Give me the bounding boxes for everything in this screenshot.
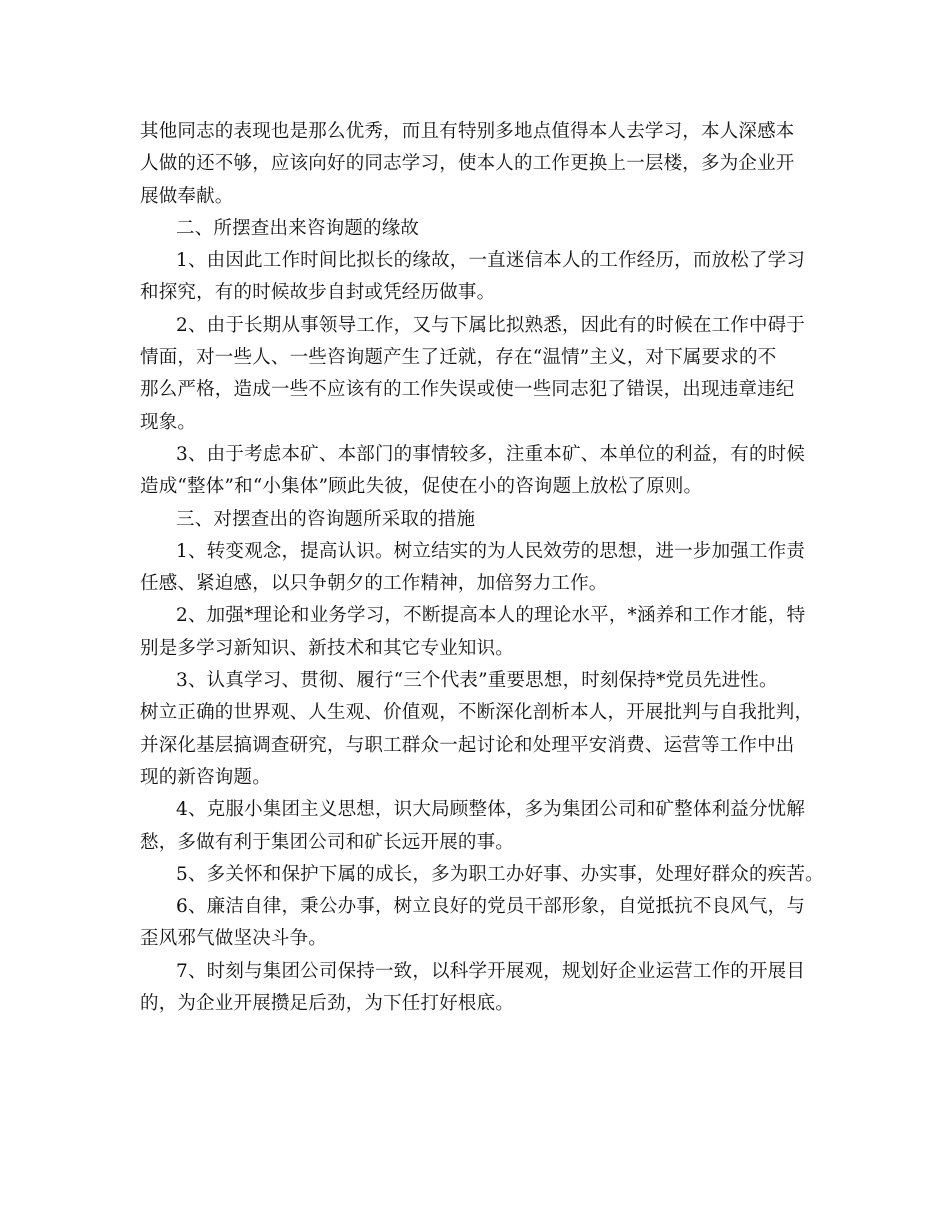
text-line: 愁，多做有利于集团公司和矿长远开展的事。 — [140, 831, 515, 853]
text-line: 1、转变观念，提高认识。树立结实的为人民效劳的思想，进一步加强工作责 — [176, 540, 806, 562]
text-line: 现象。 — [140, 411, 197, 433]
text-line: 歪风邪气做坚决斗争。 — [140, 928, 328, 950]
text-line: 2、由于长期从事领导工作，又与下属比拟熟悉，因此有的时候在工作中碍于 — [176, 314, 806, 336]
text-line: 6、廉洁自律，秉公办事，树立良好的党员干部形象，自觉抵抗不良风气，与 — [176, 896, 806, 918]
text-line: 和探究，有的时候故步自封或凭经历做事。 — [140, 282, 496, 304]
text-line: 树立正确的世界观、人生观、价值观，不断深化剖析本人，开展批判与自我批判， — [140, 702, 814, 724]
text-line: 其他同志的表现也是那么优秀，而且有特别多地点值得本人去学习，本人深感本 — [140, 121, 795, 142]
section-heading: 三、对摆查出的咨询题所采取的措施 — [176, 508, 476, 530]
text-line: 1、由因此工作时间比拟长的缘故，一直迷信本人的工作经历，而放松了学习 — [176, 250, 806, 272]
text-line: 7、时刻与集团公司保持一致，以科学开展观，规划好企业运营工作的开展目 — [176, 960, 806, 982]
text-line: 并深化基层搞调查研究，与职工群众一起讨论和处理平安消费、运营等工作中出 — [140, 734, 795, 756]
text-line: 的，为企业开展攒足后劲，为下任打好根底。 — [140, 993, 515, 1015]
text-line: 3、认真学习、贯彻、履行“三个代表”重要思想，时刻保持*党员先进性。 — [176, 670, 778, 692]
text-line: 3、由于考虑本矿、本部门的事情较多，注重本矿、本单位的利益，有的时候 — [176, 443, 806, 465]
text-line: 4、克服小集团主义思想，识大局顾整体，多为集团公司和矿整体利益分忧解 — [176, 799, 806, 821]
text-line: 那么严格，造成一些不应该有的工作失误或使一些同志犯了错误，出现违章违纪 — [140, 379, 795, 401]
text-line: 2、加强*理论和业务学习，不断提高本人的理论水平，*涵养和工作才能，特 — [176, 605, 806, 627]
text-line: 情面，对一些人、一些咨询题产生了迁就，存在“温情”主义，对下属要求的不 — [140, 347, 777, 369]
text-line: 现的新咨询题。 — [140, 766, 271, 788]
text-line: 展做奉献。 — [140, 185, 234, 207]
text-line: 任感、紧迫感，以只争朝夕的工作精神，加倍努力工作。 — [140, 573, 608, 595]
text-line: 造成“整体”和“小集体”顾此失彼，促使在小的咨询题上放松了原则。 — [140, 476, 703, 498]
text-line: 人做的还不够，应该向好的同志学习，使本人的工作更换上一层楼，多为企业开 — [140, 153, 795, 175]
text-line: 别是多学习新知识、新技术和其它专业知识。 — [140, 637, 515, 659]
section-heading: 二、所摆查出来咨询题的缘故 — [176, 217, 420, 239]
text-line: 5、多关怀和保护下属的成长，多为职工办好事、办实事，处理好群众的疾苦。 — [176, 863, 824, 885]
document-body — [140, 116, 824, 1020]
